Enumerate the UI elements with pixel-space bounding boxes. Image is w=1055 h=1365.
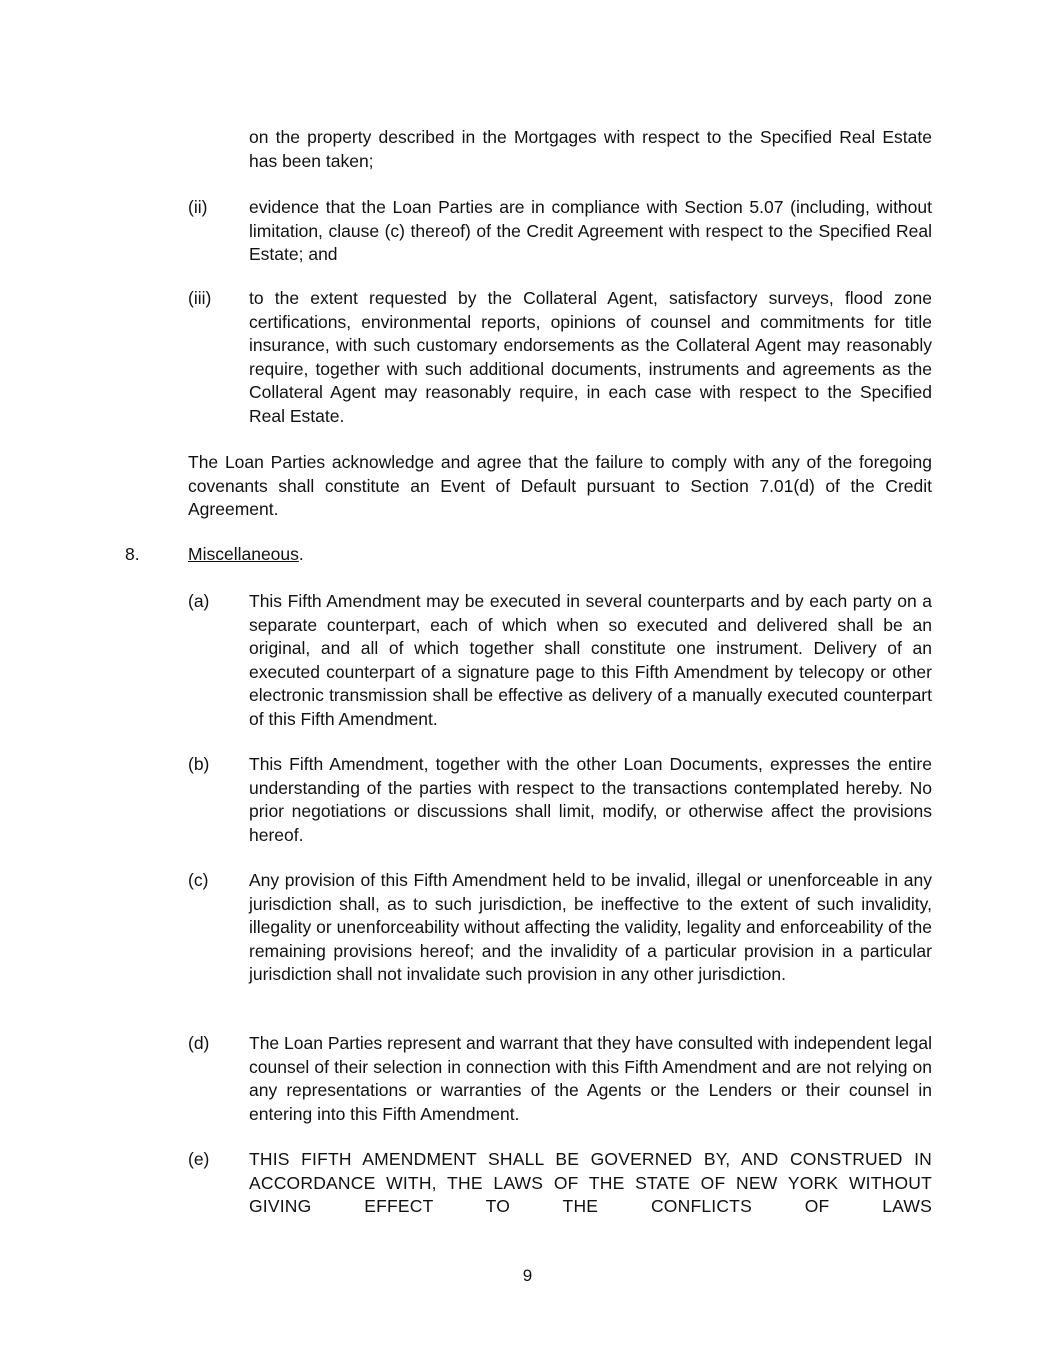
section-8-number: 8. (125, 544, 140, 564)
section-8-title: Miscellaneous (188, 544, 299, 564)
item-d-text: The Loan Parties represent and warrant that they have consulted with independent legal counsel of their selection in connection with this Fifth Amendment and are not relying on any representations or warranties of the Agents or the Lenders or their counsel in entering into this Fifth Amendment. (249, 1033, 932, 1124)
item-c-marker: (c) (188, 870, 209, 890)
item-a-text: This Fifth Amendment may be executed in several counterparts and by each party on a separate counterpart, each of which when so executed and delivered shall be an original, and all of which together shall constitute one instrument. Delivery of an executed counterpart of a signature page to this Fifth Amendment by telecopy or other electronic transmission shall be effective as delivery of a manually executed counterpart of this Fifth Amendment. (249, 591, 932, 729)
acknowledgement-paragraph: The Loan Parties acknowledge and agree that the failure to comply with any of the foregoing covenants shall constitute an Event of Default pursuant to Section 7.01(d) of the Credit Agreement. (188, 452, 932, 519)
clause-iii-text: to the extent requested by the Collateral Agent, satisfactory surveys, flood zone certifications, environmental reports, opinions of counsel and commitments for title insurance, with such customary endorsements as the Collateral Agent may reasonably require, together with such additional documents, instruments and agreements as the Collateral Agent may reasonably require, in each case with respect to the Specified Real Estate. (249, 288, 932, 426)
item-b-marker: (b) (188, 754, 210, 774)
clause-ii-marker: (ii) (188, 197, 208, 217)
continuation-paragraph: on the property described in the Mortgages with respect to the Specified Real Estate has been taken; (249, 127, 932, 171)
section-8-title-suffix: . (298, 544, 304, 564)
clause-iii-marker: (iii) (188, 288, 212, 308)
item-b-text: This Fifth Amendment, together with the other Loan Documents, expresses the entire understanding of the parties with respect to the transactions contemplated hereby. No prior negotiations or discussions shall limit, modify, or otherwise affect the provisions hereof. (249, 754, 932, 845)
item-d-marker: (d) (188, 1033, 210, 1053)
page-number: 9 (522, 1266, 533, 1285)
section-8-heading (188, 543, 304, 567)
clause-ii-text: evidence that the Loan Parties are in compliance with Section 5.07 (including, without limitation, clause (c) thereof) of the Credit Agreement with respect to the Specified Real Estate; and (249, 197, 932, 264)
item-e-text: THIS FIFTH AMENDMENT SHALL BE GOVERNED BY, AND CONSTRUED IN ACCORDANCE WITH, THE LAWS OF THE STATE OF NEW YORK WITHOUT GIVING EFFECT TO THE CONFLICTS OF LAWS (249, 1149, 932, 1216)
item-e-marker: (e) (188, 1149, 210, 1169)
item-c-text: Any provision of this Fifth Amendment held to be invalid, illegal or unenforceable in any jurisdiction shall, as to such jurisdiction, be ineffective to the extent of such invalidity, illegality or unenforceability without affecting the validity, legality and enforceability of the remaining provisions hereof; and the invalidity of a particular provision in a particular jurisdiction shall not invalidate such provision in any other jurisdiction. (249, 870, 932, 984)
item-a-marker: (a) (188, 591, 210, 611)
